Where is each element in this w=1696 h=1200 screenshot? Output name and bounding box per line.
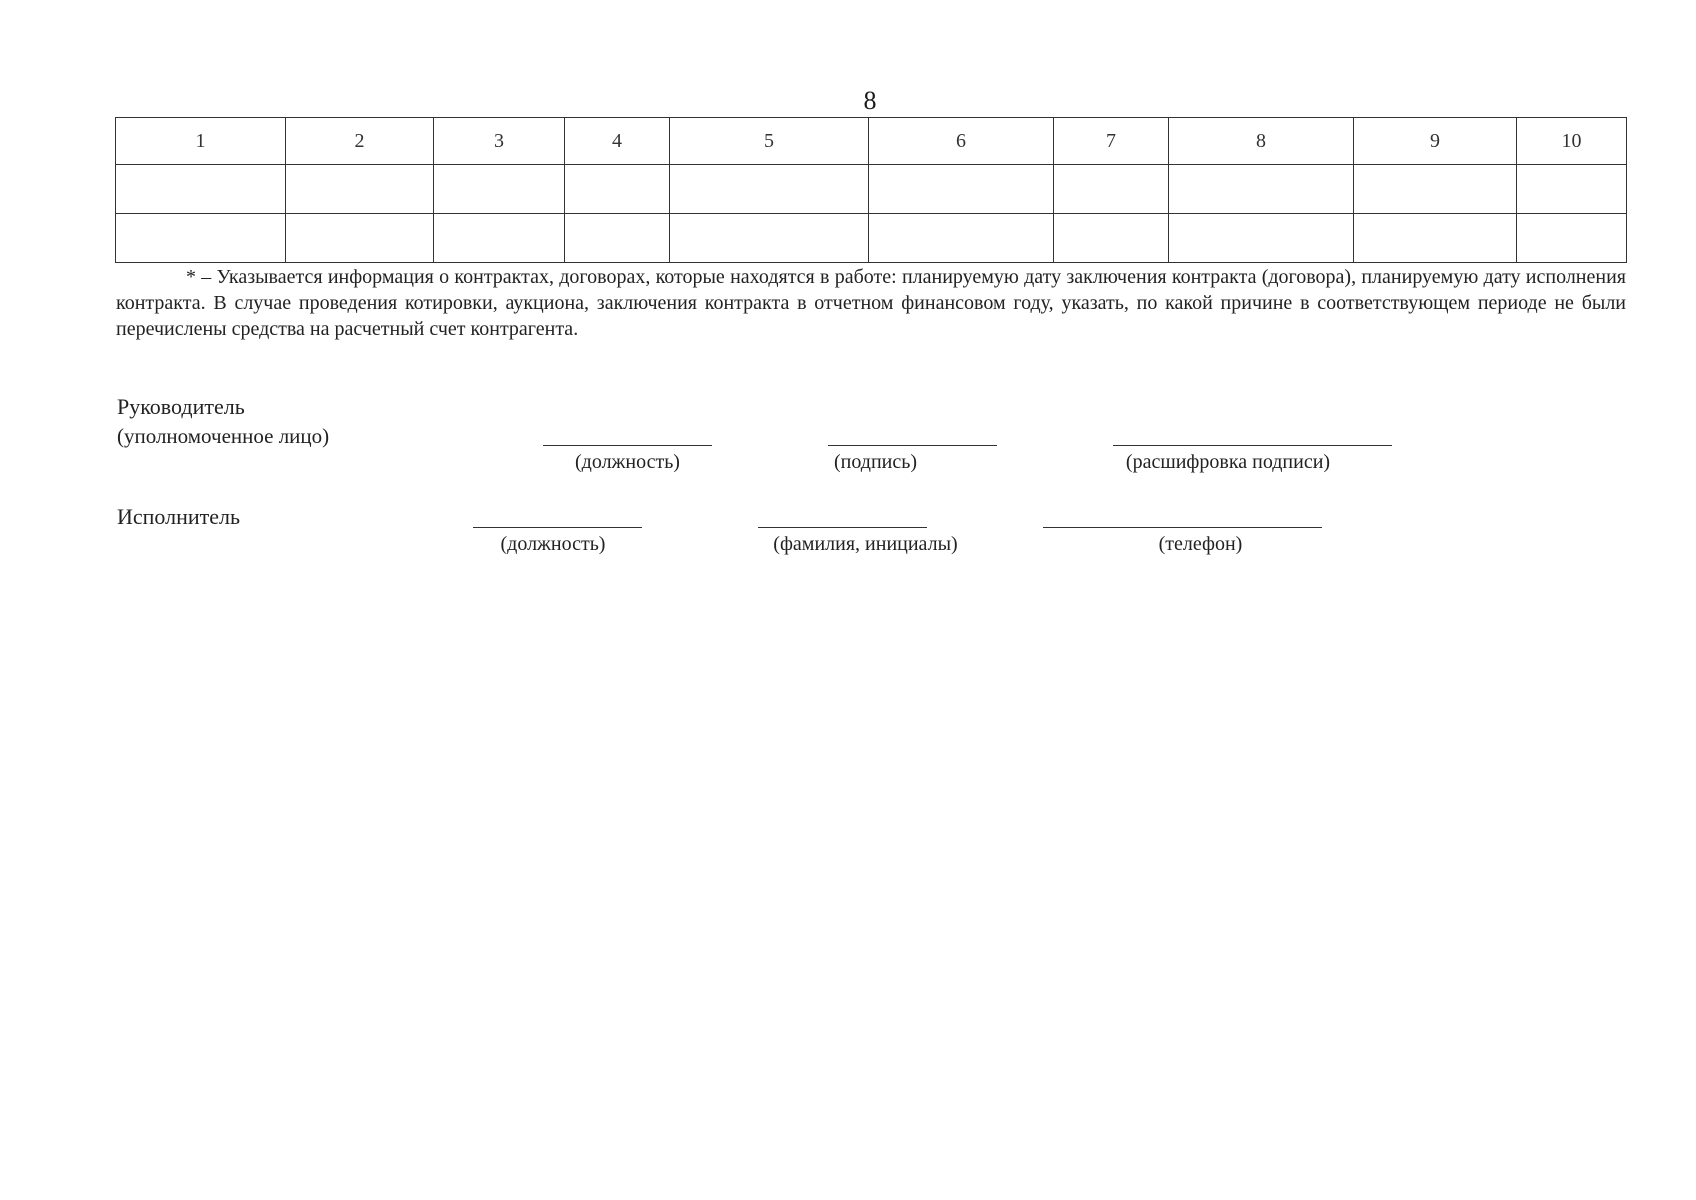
table-cell [670,214,869,263]
table-cell [1054,214,1169,263]
table-cell [1354,214,1517,263]
head-decoding-caption: (расшифровка подписи) [1125,451,1331,473]
table-cell [116,165,286,214]
head-decoding-line [1113,445,1392,446]
column-number: 7 [1054,118,1169,165]
table-cell [1354,165,1517,214]
table-cell [286,214,434,263]
table-cell [670,165,869,214]
footnote-text: * – Указывается информация о контрактах, договорах, которые находятся в работе: планируемую дату заключения контракта (договора), планируемую дату исполнения контракта. В случае проведения котировки, аукциона, заключения контракта в отчетном финансовом году, указать, по какой причине в соответствующем периоде не были перечислены средства на расчетный счет контрагента. [116,266,1626,340]
head-signature-line [828,445,997,446]
executor-name-caption: (фамилия, инициалы) [773,533,958,555]
table-cell [1169,165,1354,214]
head-title: Руководитель [117,394,245,419]
column-number: 8 [1169,118,1354,165]
table-row [116,165,1627,214]
column-number: 5 [670,118,869,165]
head-position-line [543,445,712,446]
report-table [115,117,1627,263]
table-row [116,214,1627,263]
column-number: 9 [1354,118,1517,165]
column-number: 6 [869,118,1054,165]
table-header-row [116,118,1627,165]
table-cell [565,165,670,214]
column-number: 1 [116,118,286,165]
table-cell [1517,165,1627,214]
table-cell [286,165,434,214]
table-cell [116,214,286,263]
executor-name-line [758,527,927,528]
head-subtitle: (уполномоченное лицо) [117,424,330,448]
executor-phone-line [1043,527,1322,528]
head-position-caption: (должность) [575,451,680,473]
footnote [116,264,1626,342]
table-cell [1169,214,1354,263]
page-number: 8 [863,86,877,115]
column-number: 4 [565,118,670,165]
table-cell [434,214,565,263]
head-signature-caption: (подпись) [833,451,918,473]
table-cell [869,214,1054,263]
column-number: 10 [1517,118,1627,165]
column-number: 3 [434,118,565,165]
table-cell [434,165,565,214]
column-number: 2 [286,118,434,165]
executor-phone-caption: (телефон) [1158,533,1243,555]
table-cell [869,165,1054,214]
table-cell [1517,214,1627,263]
table-cell [1054,165,1169,214]
executor-position-line [473,527,642,528]
table-cell [565,214,670,263]
executor-position-caption: (должность) [500,533,606,555]
executor-title: Исполнитель [117,504,241,529]
